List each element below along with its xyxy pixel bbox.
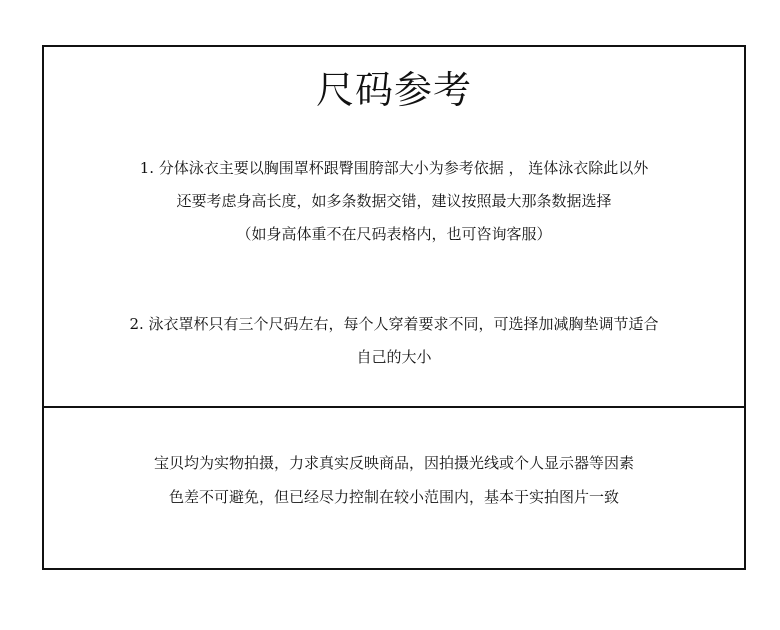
disclaimer-line-1: 宝贝均为实物拍摄，力求真实反映商品，因拍摄光线或个人显示器等因素 — [153, 454, 634, 472]
disclaimer-line-2: 色差不可避免，但已经尽力控制在较小范围内，基本于实拍图片一致 — [168, 488, 619, 506]
cup-note-line-2: 自己的大小 — [356, 348, 432, 366]
sizing-note-line-1: 1. 分体泳衣主要以胸围罩杯跟臀围胯部大小为参考依据 ， 连体泳衣除此以外 — [139, 159, 649, 177]
sizing-note-line-2: 还要考虑身高长度，如多条数据交错，建议按照最大那条数据选择 — [176, 192, 612, 210]
sizing-section — [44, 47, 744, 408]
cup-note-line-1: 2. 泳衣罩杯只有三个尺码左右，每个人穿着要求不同，可选择加减胸垫调节适合 — [129, 315, 659, 333]
page-title: 尺码参考 — [315, 68, 472, 112]
disclaimer-section — [44, 408, 744, 568]
sizing-note-line-3: （如身高体重不在尺码表格内，也可咨询客服） — [236, 225, 552, 243]
size-reference-table — [42, 45, 746, 570]
